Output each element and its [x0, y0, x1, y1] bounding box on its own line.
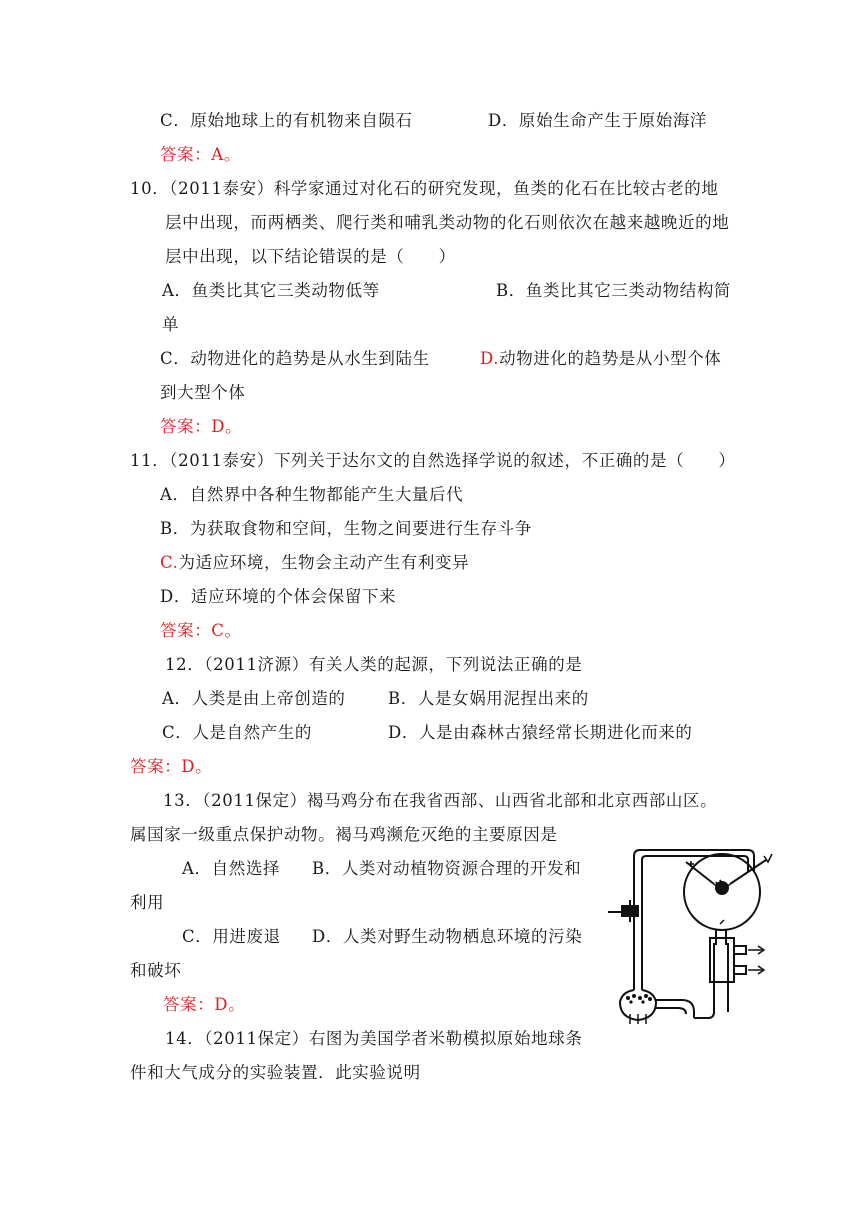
q10-stem-line2: 层中出现，而两栖类、爬行类和哺乳类动物的化石则依次在越来越晚近的地: [165, 213, 730, 232]
q10-option-c: C．动物进化的趋势是从水生到陆生: [160, 349, 430, 368]
q14-stem-line1: 14．（2011保定）右图为美国学者米勒模拟原始地球条: [165, 1029, 583, 1048]
q12-option-d: D．人是由森林古猿经常长期进化而来的: [388, 723, 693, 742]
q12-stem: 12．（2011济源）有关人类的起源，下列说法正确的是: [165, 655, 583, 674]
q13-answer: 答案：D。: [163, 995, 246, 1014]
q11-stem: 11．（2011泰安）下列关于达尔文的自然选择学说的叙述，不正确的是（ ）: [130, 451, 736, 470]
q12-answer: 答案：D。: [130, 757, 213, 776]
q10-answer: 答案：D。: [160, 417, 243, 436]
q13-option-d-line1: D．人类对野生动物栖息环境的污染: [312, 927, 583, 946]
q10-stem-line1: 10．（2011泰安）科学家通过对化石的研究发现，鱼类的化石在比较古老的地: [130, 179, 719, 198]
q10-option-d-text: 动物进化的趋势是从小型个体: [499, 349, 722, 368]
q13-option-d-line2: 和破坏: [130, 961, 182, 980]
q11-answer: 答案：C。: [160, 621, 242, 640]
q10-stem-line3: 层中出现，以下结论错误的是（ ）: [165, 247, 456, 266]
q11-option-d: D．适应环境的个体会保留下来: [160, 587, 397, 606]
q10-option-a: A．鱼类比其它三类动物低等: [162, 281, 380, 300]
q12-option-a: A．人类是由上帝创造的: [162, 689, 346, 708]
q13-option-b-line1: B．人类对动植物资源合理的开发和: [312, 859, 582, 878]
q11-option-a: A．自然界中各种生物都能产生大量后代: [160, 485, 464, 504]
q11-option-c: [160, 552, 469, 574]
q10-option-d: [480, 348, 721, 370]
q10-option-d-line2: 到大型个体: [160, 383, 246, 402]
q11-option-b: B．为获取食物和空间，生物之间要进行生存斗争: [160, 519, 532, 538]
q9-option-c: C．原始地球上的有机物来自陨石: [160, 111, 413, 130]
q11-option-c-letter: C.: [160, 553, 179, 572]
q12-option-b: B．人是女娲用泥捏出来的: [388, 689, 589, 708]
q9-option-d: D．原始生命产生于原始海洋: [488, 111, 708, 130]
q13-option-a: A．自然选择: [182, 859, 281, 878]
q12-option-c: C．人是自然产生的: [162, 723, 313, 742]
q10-option-b-line2: 单: [162, 315, 180, 334]
q13-stem-line2: 属国家一级重点保护动物。褐马鸡濒危灭绝的主要原因是: [130, 825, 558, 844]
q11-option-c-text: 为适应环境，生物会主动产生有利变异: [178, 553, 470, 572]
q13-option-b-line2: 利用: [130, 893, 165, 912]
q14-stem-line2: 件和大气成分的实验装置．此实验说明: [130, 1063, 421, 1082]
q13-stem-line1: 13．（2011保定）褐马鸡分布在我省西部、山西省北部和北京西部山区。: [163, 791, 718, 810]
miller-urey-apparatus-icon: [598, 842, 783, 1024]
q13-option-c: C．用进废退: [182, 927, 281, 946]
q10-option-b-line1: B．鱼类比其它三类动物结构简: [496, 281, 732, 300]
q9-answer: 答案：A。: [160, 145, 241, 164]
q10-option-d-letter: D.: [480, 349, 500, 368]
